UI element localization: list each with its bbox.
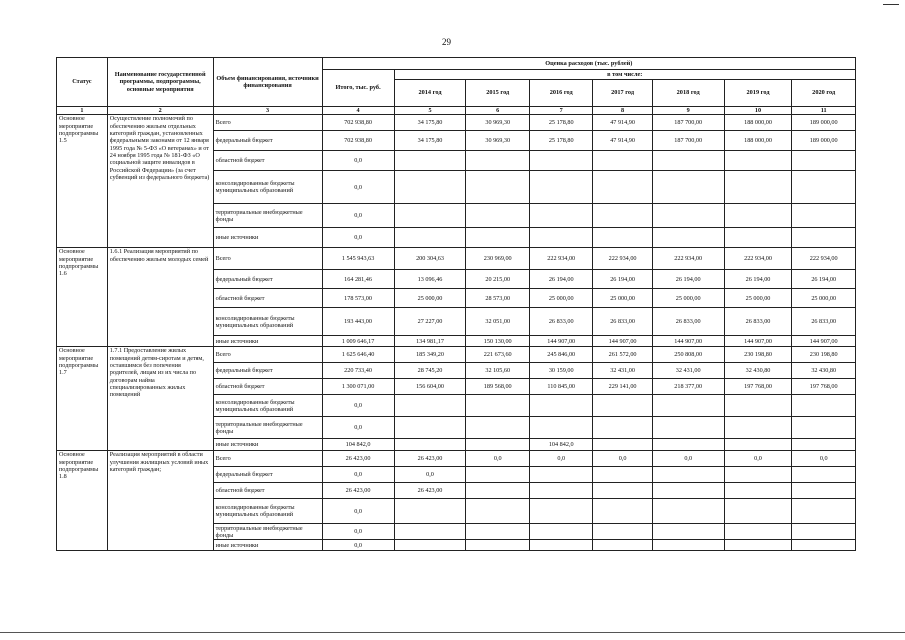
year-value-cell: [466, 483, 529, 499]
funding-source-cell: областной бюджет: [213, 483, 322, 499]
year-value-cell: [394, 524, 466, 540]
funding-source-cell: иные источники: [213, 336, 322, 347]
year-value-cell: [394, 151, 466, 171]
year-value-cell: 26 194,00: [529, 270, 592, 289]
year-value-cell: [593, 540, 652, 551]
year-value-cell: [652, 151, 724, 171]
year-value-cell: 150 130,00: [466, 336, 529, 347]
year-value-cell: [652, 483, 724, 499]
funding-source-cell: Всего: [213, 248, 322, 270]
year-value-cell: 25 000,00: [652, 289, 724, 308]
year-value-cell: [724, 483, 792, 499]
year-value-cell: 189 000,00: [792, 131, 856, 151]
year-value-cell: 25 000,00: [792, 289, 856, 308]
total-cell: 702 938,80: [322, 131, 394, 151]
year-value-cell: [652, 171, 724, 204]
year-value-cell: [792, 483, 856, 499]
total-cell: 26 423,00: [322, 451, 394, 467]
funding-source-cell: Всего: [213, 115, 322, 131]
year-value-cell: [792, 151, 856, 171]
year-value-cell: 188 000,00: [724, 115, 792, 131]
column-number-row: [57, 107, 856, 115]
year-value-cell: [529, 467, 592, 483]
year-value-cell: 144 907,00: [724, 336, 792, 347]
total-cell: 220 733,40: [322, 363, 394, 379]
year-value-cell: 30 159,00: [529, 363, 592, 379]
year-value-cell: 25 000,00: [394, 289, 466, 308]
year-value-cell: [394, 395, 466, 417]
funding-source-cell: областной бюджет: [213, 379, 322, 395]
column-number: 2: [107, 107, 213, 115]
year-value-cell: 144 907,00: [792, 336, 856, 347]
year-value-cell: [593, 204, 652, 228]
year-value-cell: 0,0: [724, 451, 792, 467]
year-value-cell: [724, 171, 792, 204]
year-value-cell: 222 934,00: [792, 248, 856, 270]
year-value-cell: 20 215,00: [466, 270, 529, 289]
year-value-cell: 250 808,00: [652, 347, 724, 363]
year-value-cell: 32 431,00: [593, 363, 652, 379]
year-value-cell: 230 198,80: [724, 347, 792, 363]
year-value-cell: [466, 524, 529, 540]
year-value-cell: [792, 467, 856, 483]
header-name: Наименование государственной программы, подпрограммы, основные мероприятия: [107, 58, 213, 107]
column-number: 10: [724, 107, 792, 115]
table-body: [57, 115, 856, 551]
year-value-cell: [724, 395, 792, 417]
year-value-cell: 187 700,00: [652, 131, 724, 151]
year-value-cell: 0,0: [394, 467, 466, 483]
year-value-cell: 197 768,00: [792, 379, 856, 395]
year-value-cell: 25 000,00: [724, 289, 792, 308]
year-value-cell: 144 907,00: [593, 336, 652, 347]
header-including: в том числе:: [394, 70, 855, 80]
year-value-cell: [529, 204, 592, 228]
year-value-cell: 25 178,80: [529, 115, 592, 131]
column-number: 8: [593, 107, 652, 115]
total-cell: 0,0: [322, 171, 394, 204]
year-value-cell: 26 833,00: [792, 308, 856, 336]
page-edge-line: [0, 632, 905, 633]
funding-source-cell: Всего: [213, 451, 322, 467]
year-value-cell: 156 604,00: [394, 379, 466, 395]
year-value-cell: 26 194,00: [593, 270, 652, 289]
total-cell: 0,0: [322, 151, 394, 171]
year-value-cell: [593, 524, 652, 540]
year-value-cell: 185 349,20: [394, 347, 466, 363]
status-cell: Основное мероприятие подпрограммы 1.8: [57, 451, 108, 551]
year-value-cell: [724, 228, 792, 248]
year-value-cell: 25 000,00: [529, 289, 592, 308]
year-value-cell: [792, 204, 856, 228]
year-value-cell: [529, 151, 592, 171]
year-value-cell: 30 969,30: [466, 131, 529, 151]
year-value-cell: 222 934,00: [593, 248, 652, 270]
activity-name-cell: Реализация мероприятий в области улучшения жилищных условий иных категорий граждан;: [107, 451, 213, 551]
year-value-cell: [593, 228, 652, 248]
year-value-cell: [724, 439, 792, 451]
total-cell: 0,0: [322, 467, 394, 483]
year-value-cell: [724, 524, 792, 540]
year-value-cell: 197 768,00: [724, 379, 792, 395]
year-value-cell: [466, 171, 529, 204]
header-year: 2017 год: [593, 80, 652, 107]
activity-name-cell: 1.7.1 Предоставление жилых помещений детям-сиротам и детям, оставшимся без попечения родителей, лицам из их числа по договорам найма специализированных жилых помещений: [107, 347, 213, 451]
header-funding: Объем финансирования, источники финансирования: [213, 58, 322, 107]
year-value-cell: [652, 417, 724, 439]
year-value-cell: 47 914,90: [593, 131, 652, 151]
year-value-cell: 26 194,00: [792, 270, 856, 289]
total-cell: 1 009 646,17: [322, 336, 394, 347]
year-value-cell: [529, 524, 592, 540]
year-value-cell: [529, 228, 592, 248]
year-value-cell: [394, 417, 466, 439]
total-cell: 26 423,00: [322, 483, 394, 499]
year-value-cell: [792, 228, 856, 248]
year-value-cell: [529, 417, 592, 439]
status-cell: Основное мероприятие подпрограммы 1.5: [57, 115, 108, 248]
funding-source-cell: территориальные внебюджетные фонды: [213, 417, 322, 439]
funding-source-cell: консолидированные бюджеты муниципальных образований: [213, 308, 322, 336]
year-value-cell: [724, 540, 792, 551]
year-value-cell: 188 000,00: [724, 131, 792, 151]
year-value-cell: [466, 467, 529, 483]
year-value-cell: [466, 439, 529, 451]
year-value-cell: 0,0: [529, 451, 592, 467]
header-year: 2016 год: [529, 80, 592, 107]
year-value-cell: 187 700,00: [652, 115, 724, 131]
column-number: 1: [57, 107, 108, 115]
year-value-cell: 34 175,80: [394, 131, 466, 151]
funding-source-cell: Всего: [213, 347, 322, 363]
year-value-cell: 0,0: [593, 451, 652, 467]
total-cell: 0,0: [322, 540, 394, 551]
total-cell: 0,0: [322, 417, 394, 439]
year-value-cell: 26 833,00: [593, 308, 652, 336]
funding-source-cell: консолидированные бюджеты муниципальных образований: [213, 395, 322, 417]
header-year: 2020 год: [792, 80, 856, 107]
header-status: Статус: [57, 58, 108, 107]
column-number: 5: [394, 107, 466, 115]
total-cell: 0,0: [322, 228, 394, 248]
year-value-cell: 230 198,80: [792, 347, 856, 363]
year-value-cell: [466, 151, 529, 171]
year-value-cell: [394, 499, 466, 524]
year-value-cell: 26 194,00: [724, 270, 792, 289]
year-value-cell: [394, 204, 466, 228]
year-value-cell: [792, 540, 856, 551]
year-value-cell: [394, 439, 466, 451]
year-value-cell: [466, 499, 529, 524]
year-value-cell: [593, 467, 652, 483]
page-number: 29: [442, 37, 451, 47]
funding-source-cell: консолидированные бюджеты муниципальных образований: [213, 171, 322, 204]
table-row: [57, 451, 856, 467]
year-value-cell: [652, 228, 724, 248]
year-value-cell: [792, 171, 856, 204]
year-value-cell: 26 833,00: [652, 308, 724, 336]
year-value-cell: [792, 524, 856, 540]
total-cell: 1 545 943,63: [322, 248, 394, 270]
year-value-cell: [724, 151, 792, 171]
year-value-cell: 189 568,00: [466, 379, 529, 395]
funding-source-cell: иные источники: [213, 439, 322, 451]
year-value-cell: [466, 540, 529, 551]
year-value-cell: [652, 395, 724, 417]
year-value-cell: 26 833,00: [724, 308, 792, 336]
year-value-cell: [593, 439, 652, 451]
column-number: 11: [792, 107, 856, 115]
total-cell: 702 938,80: [322, 115, 394, 131]
header-year: 2015 год: [466, 80, 529, 107]
year-value-cell: [792, 395, 856, 417]
activity-name-cell: 1.6.1 Реализация мероприятий по обеспечению жильем молодых семей: [107, 248, 213, 347]
year-value-cell: 32 105,60: [466, 363, 529, 379]
funding-source-cell: федеральный бюджет: [213, 467, 322, 483]
year-value-cell: 26 194,00: [652, 270, 724, 289]
year-value-cell: [466, 228, 529, 248]
funding-source-cell: территориальные внебюджетные фонды: [213, 524, 322, 540]
year-value-cell: 26 833,00: [529, 308, 592, 336]
year-value-cell: [394, 171, 466, 204]
total-cell: 1 625 646,40: [322, 347, 394, 363]
year-value-cell: [593, 499, 652, 524]
year-value-cell: [652, 524, 724, 540]
funding-source-cell: федеральный бюджет: [213, 270, 322, 289]
status-cell: Основное мероприятие подпрограммы 1.6: [57, 248, 108, 347]
year-value-cell: 28 745,20: [394, 363, 466, 379]
year-value-cell: 25 000,00: [593, 289, 652, 308]
total-cell: 104 842,0: [322, 439, 394, 451]
total-cell: 0,0: [322, 204, 394, 228]
column-number: 6: [466, 107, 529, 115]
column-number: 9: [652, 107, 724, 115]
year-value-cell: [593, 171, 652, 204]
year-value-cell: [593, 417, 652, 439]
year-value-cell: 222 934,00: [724, 248, 792, 270]
year-value-cell: 134 981,17: [394, 336, 466, 347]
funding-source-cell: иные источники: [213, 228, 322, 248]
year-value-cell: 104 842,0: [529, 439, 592, 451]
column-number: 3: [213, 107, 322, 115]
year-value-cell: 13 096,46: [394, 270, 466, 289]
year-value-cell: [529, 540, 592, 551]
year-value-cell: [652, 499, 724, 524]
year-value-cell: 34 175,80: [394, 115, 466, 131]
year-value-cell: [466, 417, 529, 439]
year-value-cell: [466, 395, 529, 417]
year-value-cell: [724, 467, 792, 483]
year-value-cell: [529, 483, 592, 499]
year-value-cell: [466, 204, 529, 228]
year-value-cell: 27 227,00: [394, 308, 466, 336]
year-value-cell: 26 423,00: [394, 451, 466, 467]
year-value-cell: 144 907,00: [529, 336, 592, 347]
year-value-cell: [593, 483, 652, 499]
table-row: [57, 248, 856, 270]
total-cell: 0,0: [322, 499, 394, 524]
year-value-cell: 32 051,00: [466, 308, 529, 336]
funding-source-cell: территориальные внебюджетные фонды: [213, 204, 322, 228]
header-estimate: Оценка расходов (тыс. рублей): [322, 58, 855, 70]
funding-source-cell: федеральный бюджет: [213, 131, 322, 151]
funding-source-cell: консолидированные бюджеты муниципальных образований: [213, 499, 322, 524]
year-value-cell: 200 304,63: [394, 248, 466, 270]
funding-source-cell: областной бюджет: [213, 151, 322, 171]
year-value-cell: [593, 395, 652, 417]
total-cell: 0,0: [322, 524, 394, 540]
year-value-cell: [792, 439, 856, 451]
year-value-cell: 25 178,80: [529, 131, 592, 151]
funding-source-cell: иные источники: [213, 540, 322, 551]
corner-mark: [883, 4, 899, 5]
year-value-cell: 245 846,00: [529, 347, 592, 363]
status-cell: Основное мероприятие подпрограммы 1.7: [57, 347, 108, 451]
year-value-cell: [593, 151, 652, 171]
year-value-cell: [394, 540, 466, 551]
year-value-cell: [724, 417, 792, 439]
year-value-cell: [394, 228, 466, 248]
year-value-cell: 47 914,90: [593, 115, 652, 131]
year-value-cell: [792, 499, 856, 524]
total-cell: 193 443,00: [322, 308, 394, 336]
year-value-cell: [652, 204, 724, 228]
column-number: 4: [322, 107, 394, 115]
year-value-cell: 32 430,80: [792, 363, 856, 379]
table-row: [57, 347, 856, 363]
funding-source-cell: федеральный бюджет: [213, 363, 322, 379]
expenditure-table: [56, 57, 856, 551]
year-value-cell: [652, 439, 724, 451]
year-value-cell: 221 673,60: [466, 347, 529, 363]
year-value-cell: [792, 417, 856, 439]
header-year: 2019 год: [724, 80, 792, 107]
year-value-cell: 0,0: [792, 451, 856, 467]
total-cell: 178 573,00: [322, 289, 394, 308]
year-value-cell: [529, 171, 592, 204]
table-row: [57, 115, 856, 131]
year-value-cell: [724, 204, 792, 228]
year-value-cell: 229 141,00: [593, 379, 652, 395]
header-year: 2018 год: [652, 80, 724, 107]
year-value-cell: [724, 499, 792, 524]
year-value-cell: 0,0: [652, 451, 724, 467]
year-value-cell: 26 423,00: [394, 483, 466, 499]
year-value-cell: 218 377,00: [652, 379, 724, 395]
year-value-cell: 28 573,00: [466, 289, 529, 308]
year-value-cell: 30 969,30: [466, 115, 529, 131]
funding-source-cell: областной бюджет: [213, 289, 322, 308]
year-value-cell: 0,0: [466, 451, 529, 467]
column-number: 7: [529, 107, 592, 115]
year-value-cell: [529, 395, 592, 417]
year-value-cell: 261 572,00: [593, 347, 652, 363]
total-cell: 164 281,46: [322, 270, 394, 289]
header-total: Итого, тыс. руб.: [322, 70, 394, 107]
year-value-cell: 32 431,00: [652, 363, 724, 379]
year-value-cell: 230 969,00: [466, 248, 529, 270]
activity-name-cell: Осуществление полномочий по обеспечению жильем отдельных категорий граждан, установленных федеральными законами от 12 января 1995 года № 5-ФЗ «О ветеранах» и от 24 ноября 1995 года № 181-ФЗ «О социальной защите инвалидов в Российской Федерации» (за счет субвенций из федерального бюджета): [107, 115, 213, 248]
year-value-cell: 222 934,00: [652, 248, 724, 270]
total-cell: 0,0: [322, 395, 394, 417]
year-value-cell: 144 907,00: [652, 336, 724, 347]
year-value-cell: [529, 499, 592, 524]
year-value-cell: [652, 467, 724, 483]
year-value-cell: 189 000,00: [792, 115, 856, 131]
header-year: 2014 год: [394, 80, 466, 107]
total-cell: 1 300 071,00: [322, 379, 394, 395]
year-value-cell: 32 430,80: [724, 363, 792, 379]
year-value-cell: [652, 540, 724, 551]
year-value-cell: 222 934,00: [529, 248, 592, 270]
year-value-cell: 110 845,00: [529, 379, 592, 395]
